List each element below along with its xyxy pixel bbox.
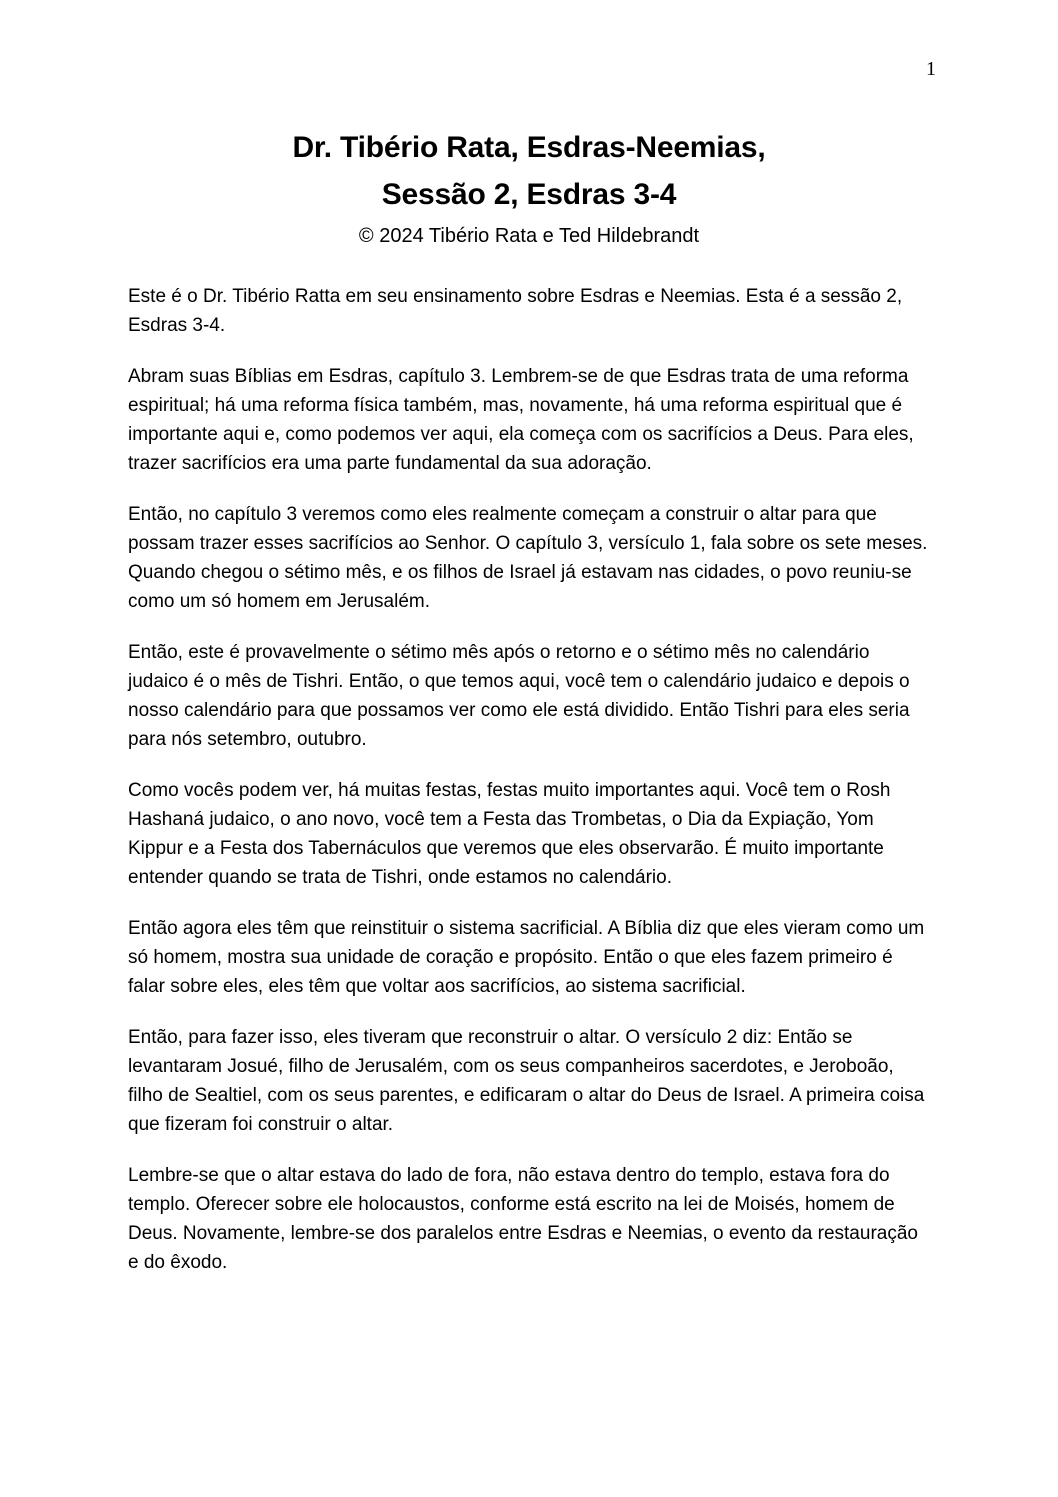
paragraph: Então, para fazer isso, eles tiveram que reconstruir o altar. O versículo 2 diz: Então se levantaram Josué, filho de Jerusalém, com os seus companheiros sacerdotes, e Jeroboão, filho de Sealtiel, com os seus parentes, e edificaram o altar do Deus de Israel. A primeira coisa que fizeram foi construir o altar. — [128, 1027, 925, 1135]
paragraph: Então agora eles têm que reinstituir o sistema sacrificial. A Bíblia diz que eles vieram como um só homem, mostra sua unidade de coração e propósito. Então o que eles fazem primeiro é falar sobre eles, eles têm que voltar aos sacrifícios, ao sistema sacrificial. — [128, 918, 925, 997]
page-content — [128, 0, 930, 1277]
document-title-line-1: Dr. Tibério Rata, Esdras-Neemias, — [292, 131, 766, 164]
paragraph: Este é o Dr. Tibério Ratta em seu ensinamento sobre Esdras e Neemias. Esta é a sessão 2, Esdras 3-4. — [128, 286, 903, 336]
document-header — [128, 0, 930, 250]
paragraph: Então, este é provavelmente o sétimo mês após o retorno e o sétimo mês no calendário judaico é o mês de Tishri. Então, o que temos aqui, você tem o calendário judaico e depois o nosso calendário para que possamos ver como ele está dividido. Então Tishri para eles seria para nós setembro, outubro. — [128, 642, 910, 750]
paragraph: Como vocês podem ver, há muitas festas, festas muito importantes aqui. Você tem o Rosh Hashaná judaico, o ano novo, você tem a Festa das Trombetas, o Dia da Expiação, Yom Kippur e a Festa dos Tabernáculos que veremos que eles observarão. É muito importante entender quando se trata de Tishri, onde estamos no calendário. — [128, 780, 891, 888]
paragraph: Então, no capítulo 3 veremos como eles realmente começam a construir o altar para que possam trazer esses sacrifícios ao Senhor. O capítulo 3, versículo 1, fala sobre os sete meses. Quando chegou o sétimo mês, e os filhos de Israel já estavam nas cidades, o povo reuniu-se como um só homem em Jerusalém. — [128, 504, 928, 612]
copyright-line: © 2024 Tibério Rata e Ted Hildebrandt — [358, 225, 700, 247]
page-number: 1 — [926, 58, 936, 80]
paragraph: Abram suas Bíblias em Esdras, capítulo 3. Lembrem-se de que Esdras trata de uma reforma espiritual; há uma reforma física também, mas, novamente, há uma reforma espiritual que é importante aqui e, como podemos ver aqui, ela começa com os sacrifícios a Deus. Para eles, trazer sacrifícios era uma parte fundamental da sua adoração. — [128, 366, 914, 474]
document-title-line-2: Sessão 2, Esdras 3-4 — [381, 178, 677, 211]
paragraph: Lembre-se que o altar estava do lado de fora, não estava dentro do templo, estava fora do templo. Oferecer sobre ele holocaustos, conforme está escrito na lei de Moisés, homem de Deus. Novamente, lembre-se dos paralelos entre Esdras e Neemias, o evento da restauração e do êxodo. — [128, 1165, 918, 1273]
document-body — [128, 282, 930, 1277]
